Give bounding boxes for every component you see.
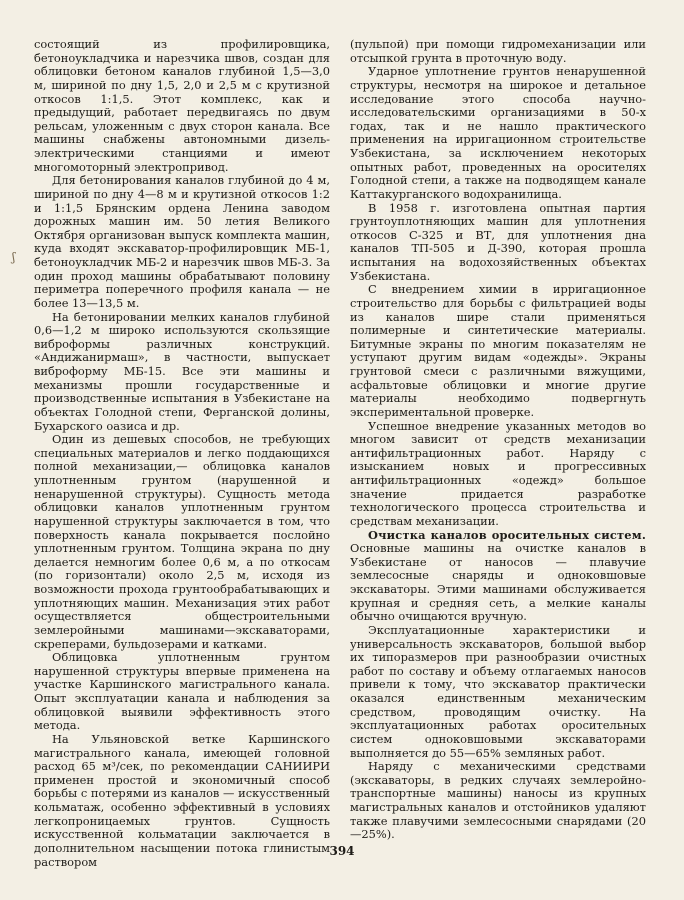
right-column: [350, 38, 646, 842]
section-paragraph: [350, 529, 646, 624]
paragraph: Успешное внедрение указанных методов во многом зависит от средств механизации антифильтрационных работ. Наряду с изысканием новых и прогрессивных антифильтрационных «одежд» большое значение придается разработке технологического процесса строительства и средствам механизации.: [350, 418, 646, 528]
paragraph: Эксплуатационные характеристики и универсальность экскаваторов, большой выбор их типоразмеров при разнообразии очистных работ по составу и объему отлагаемых наносов привели к тому, что экскаватор практически оказался единственным механическим средством, проводящим очистку. На эксплуатационных работах оросительных систем одноковшовыми экскаваторами выполняется до 55—65% земляных работ.: [350, 622, 646, 760]
left-column: [34, 38, 330, 869]
paragraph: Ударное уплотнение грунтов ненарушенной структуры, несмотря на широкое и детальное исследование этого способа научно-исследовательскими организациями в 50-х годах, так и не нашло практического применения на ирригационном строительстве Узбекистана, за исключением некоторых опытных работ, проведенных на оросителях Голодной степи, а также на подводящем канале Каттакурганского водохранилища.: [350, 64, 646, 201]
paragraph: Для бетонирования каналов глубиной до 4 м, шириной по дну 4—8 м и крутизной откосов 1:2 и 1:1,5 Брянским ордена Ленина заводом дорожных машин им. 50 летия Великого Октября организован выпуск комплекта машин, куда входят экскаватор-профилировщик МБ-1, бетоноукладчик МБ-2 и нарезчик швов МБ-3. За один проход машины обрабатывают половину периметра поперечного профиля канала — не более 13—13,5 м.: [34, 173, 330, 310]
paragraph-continuation: (пульпой) при помощи гидромеханизации или отсыпкой грунта в проточную воду.: [350, 37, 646, 65]
paragraph: Один из дешевых способов, не требующих специальных материалов и легко поддающихся полной механизации,— облицовка каналов уплотненным грунтом (нарушенной и ненарушенной структуры). Сущность метода облицовки каналов уплотненным грунтом нарушенной структуры заключается в том, что поверхность канала покрывается послойно уплотненным грунтом. Толщина экрана по дну делается немногим более 0,6 м, а по откосам (по горизонтали) около 2,5 м, исходя из возможности прохода грунтообрабатывающих и уплотняющих машин. Механизация этих работ осуществляется общестроительными землеройными машинами—экскаваторами, скреперами, бульдозерами и катками.: [34, 432, 330, 651]
page-number: 394: [329, 844, 355, 858]
paragraph: Наряду с механическими средствами (экскаваторы, в редких случаях землеройно-транспортные машины) наносы из крупных магистральных каналов и отстойников удаляют также плавучими землесосными снарядами (20—25%).: [350, 759, 646, 842]
margin-mark: ʃ: [12, 250, 16, 264]
paragraph: В 1958 г. изготовлена опытная партия грунтоуплотняющих машин для уплотнения откосов С-325 и ВТ, для уплотнения дна каналов ТП-505 и Д-390, которая прошла испытания на водохозяйственных объектах Узбекистана.: [350, 200, 646, 283]
paragraph: На Ульяновской ветке Каршинского магистрального канала, имеющей головной расход 65 м³/сек, по рекомендации САНИИРИ применен простой и экономичный способ борьбы с потерями из каналов — искусственный кольматаж, особенно эффективный в условиях легкопроницаемых грунтов. Сущность искусственной кольматации заключается в дополнительном насыщении потока глинистым раствором: [34, 731, 330, 869]
section-heading-text: Основные машины на очистке каналов в Узбекистане от наносов — плавучие землесосные снаряды и одноковшовые экскаваторы. Этими машинами обслуживается крупная и средняя сеть, а мелкие каналы обычно очищаются вручную.: [350, 541, 646, 624]
paragraph: состоящий из профилировщика, бетоноукладчика и нарезчика швов, создан для облицовки бетоном каналов глубиной 1,5—3,0 м, шириной по дну 1,5, 2,0 и 2,5 м с крутизной откосов 1:1,5. Этот комплекс, как и предыдущий, работает передвигаясь по двум рельсам, уложенным с двух сторон канала. Все машины снабжены автономными дизель-электрическими станциями и имеют многомоторный электропривод.: [34, 37, 330, 174]
paragraph: С внедрением химии в ирригационное строительство для борьбы с фильтрацией воды из каналов шире стали применяться полимерные и синтетические материалы. Битумные экраны по многим показателям не уступают другим видам «одежды». Экраны грунтовой смеси с различными вяжущими, асфальтовые облицовки и многие другие материалы необходимо подвергнуть экспериментальной проверке.: [350, 282, 646, 419]
paragraph: На бетонировании мелких каналов глубиной 0,6—1,2 м широко используются скользящие виброформы различных конструкций. «Андижанирмаш», в частности, выпускает виброформу МБ-15. Все эти машины и механизмы прошли государственные и производственные испытания в Узбекистане на объектах Голодной степи, Ферганской долины, Бухарского оазиса и др.: [34, 309, 330, 433]
section-heading: Очистка каналов оросительных систем.: [368, 527, 646, 542]
paragraph: Облицовка уплотненным грунтом нарушенной структуры впервые применена на участке Каршинского магистрального канала. Опыт эксплуатации канала и наблюдения за облицовкой выявили эффективность этого метода.: [34, 650, 330, 733]
